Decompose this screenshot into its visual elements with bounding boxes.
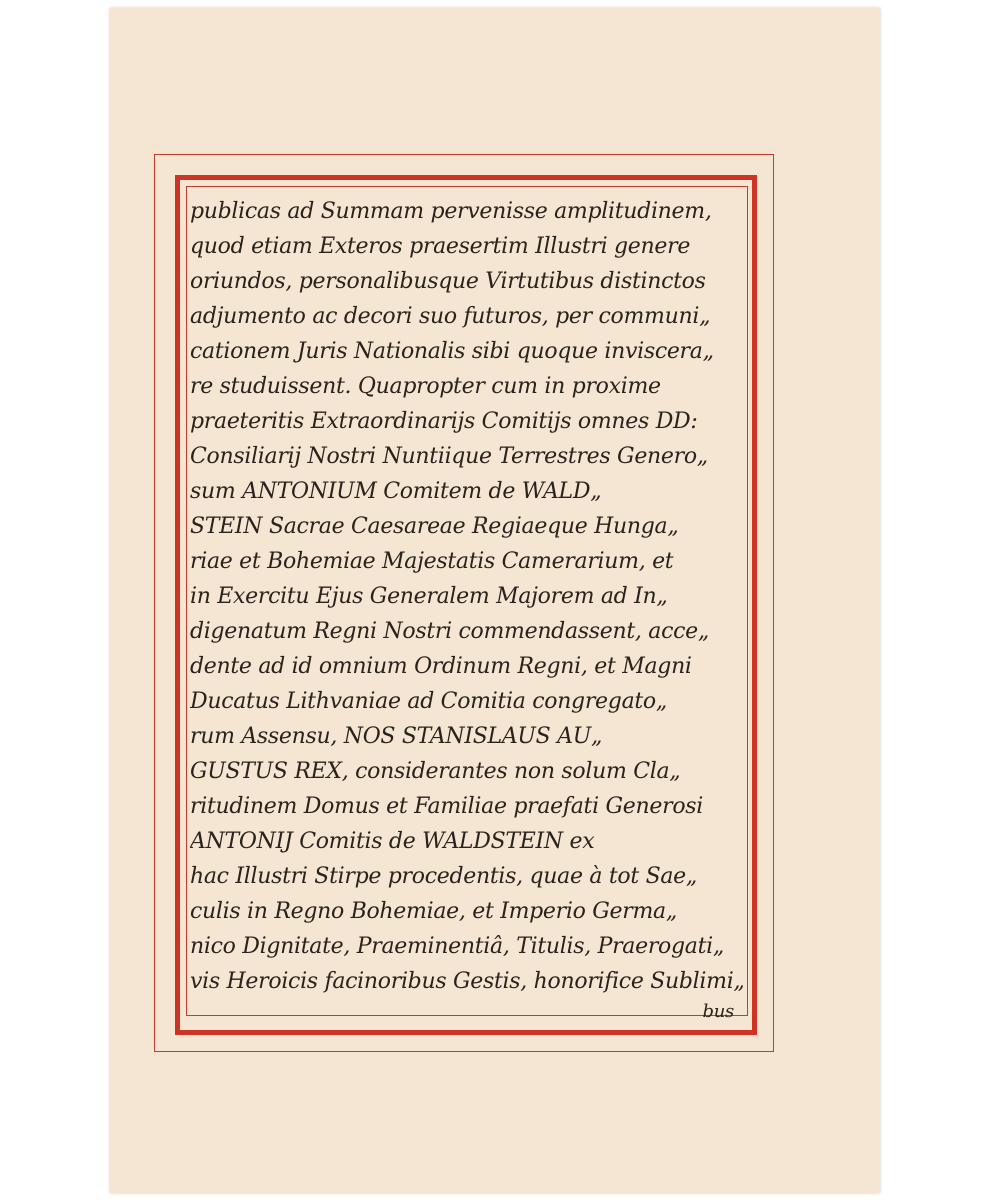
text-line: ritudinem Domus et Familiae praefati Generosi xyxy=(190,794,703,819)
text-line: praeteritis Extraordinarijs Comitijs omnes DD: xyxy=(190,409,698,434)
text-line: hac Illustri Stirpe procedentis, quae à tot Sae„ xyxy=(190,864,697,889)
text-line: nico Dignitate, Praeminentiâ, Titulis, Praerogati„ xyxy=(190,934,724,959)
text-line: quod etiam Exteros praesertim Illustri genere xyxy=(190,234,691,259)
text-line: ANTONIJ Comitis de WALDSTEIN ex xyxy=(190,829,595,854)
text-line: riae et Bohemiae Majestatis Camerarium, et xyxy=(190,549,674,574)
text-line: STEIN Sacrae Caesareae Regiaeque Hunga„ xyxy=(190,514,679,539)
text-line: GUSTUS REX, considerantes non solum Cla„ xyxy=(190,759,681,784)
text-line: dente ad id omnium Ordinum Regni, et Magni xyxy=(190,654,692,679)
text-line: Consiliarij Nostri Nuntiique Terrestres Genero„ xyxy=(190,444,708,469)
text-line: rum Assensu, NOS STANISLAUS AU„ xyxy=(190,724,603,749)
catchword: bus xyxy=(702,1001,734,1022)
text-line: re studuissent. Quapropter cum in proxime xyxy=(190,374,661,399)
text-line: culis in Regno Bohemiae, et Imperio Germa„ xyxy=(190,899,677,924)
text-line: vis Heroicis facinoribus Gestis, honorifice Sublimi„ xyxy=(190,969,745,994)
text-line: in Exercitu Ejus Generalem Majorem ad In„ xyxy=(190,584,668,609)
text-line: Ducatus Lithvaniae ad Comitia congregato„ xyxy=(190,689,667,714)
text-line: cationem Juris Nationalis sibi quoque inviscera„ xyxy=(190,339,714,364)
text-line: digenatum Regni Nostri commendassent, acce„ xyxy=(190,619,709,644)
text-line: oriundos, personalibusque Virtutibus distinctos xyxy=(190,269,706,294)
manuscript-page xyxy=(110,8,880,1193)
manuscript-text-block xyxy=(190,194,746,1022)
text-line: publicas ad Summam pervenisse amplitudinem, xyxy=(190,199,712,224)
text-line: adjumento ac decori suo futuros, per communi„ xyxy=(190,304,711,329)
text-line: sum ANTONIUM Comitem de WALD„ xyxy=(190,479,602,504)
